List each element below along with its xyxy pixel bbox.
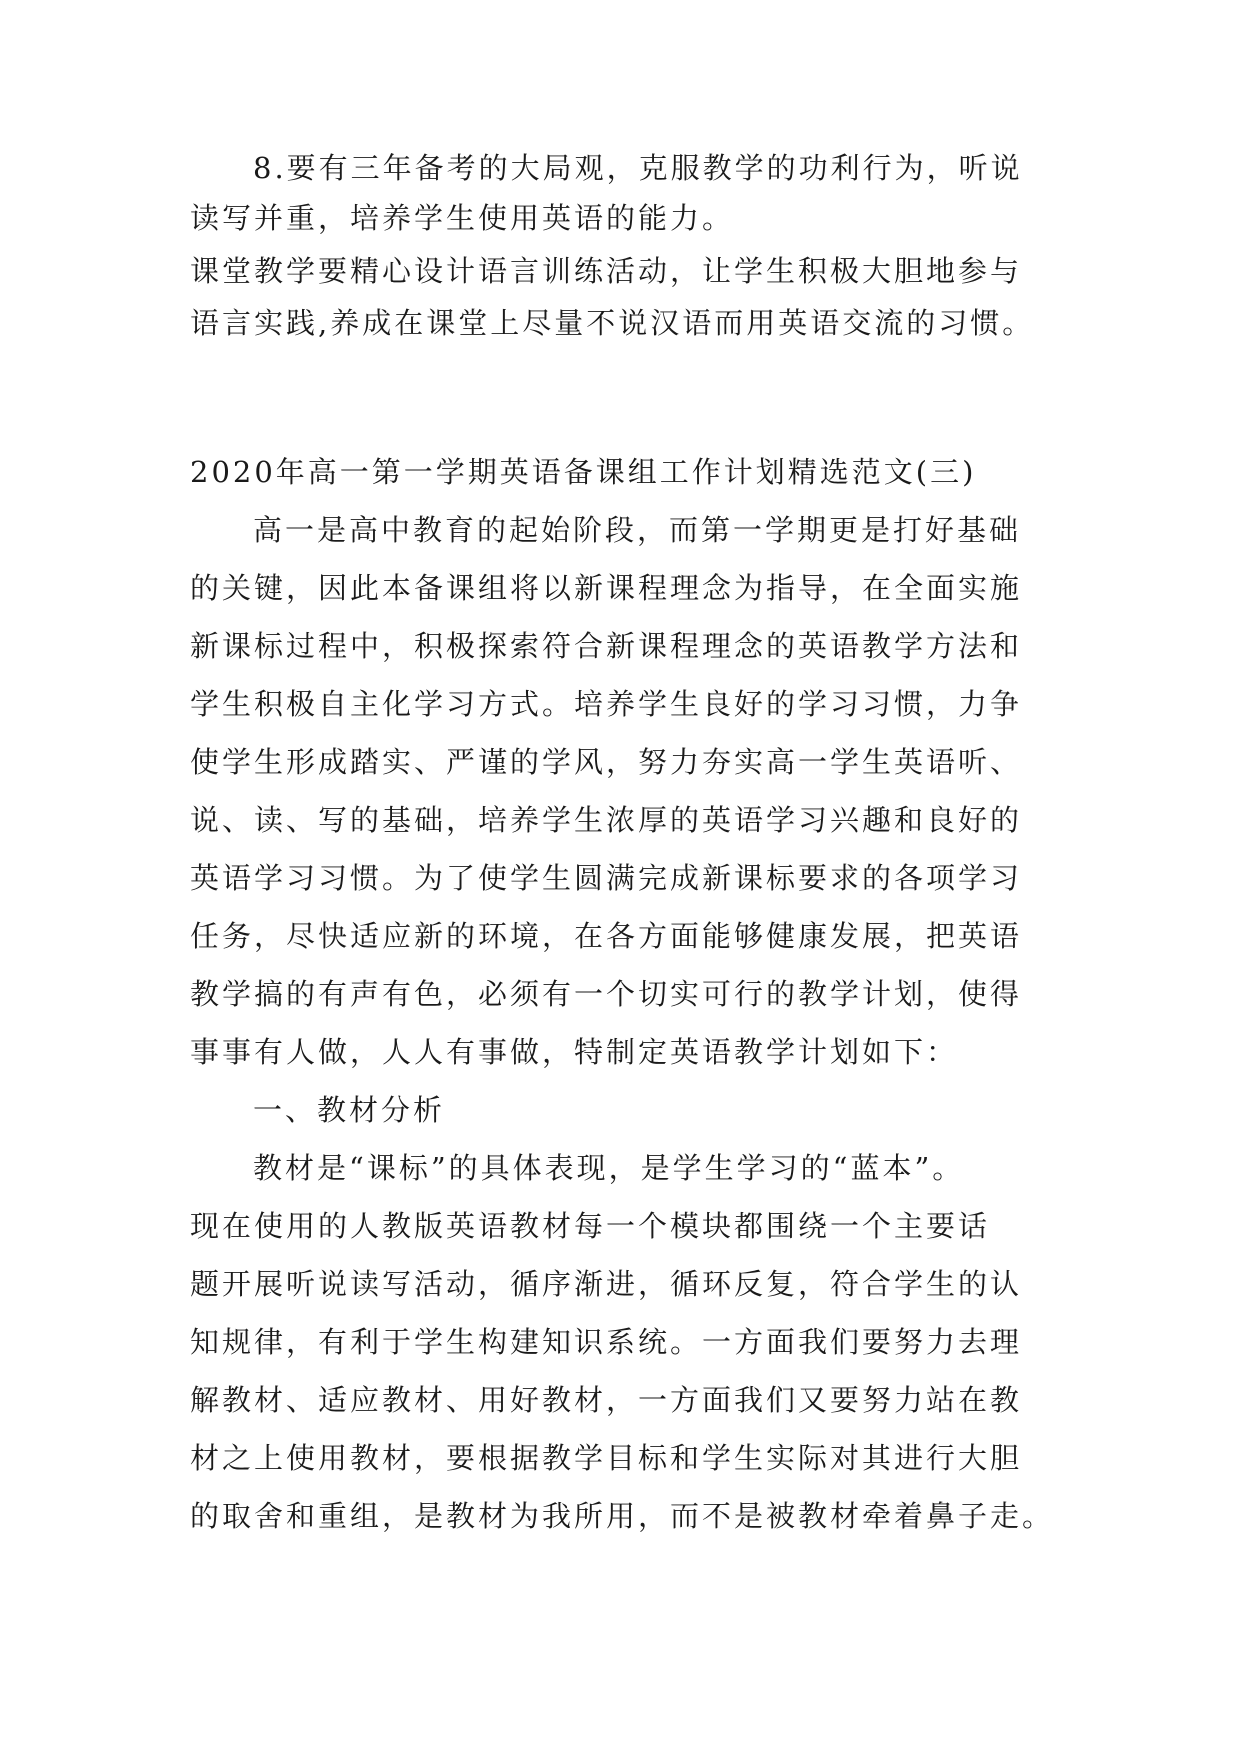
intro-line-8: 任务，尽快适应新的环境，在各方面能够健康发展，把英语 <box>190 919 1023 953</box>
intro-line-2: 的关键，因此本备课组将以新课程理念为指导，在全面实施 <box>190 571 1023 605</box>
intro-line-9: 教学搞的有声有色，必须有一个切实可行的教学计划，使得 <box>190 977 1023 1011</box>
section-8-line-2: 读写并重，培养学生使用英语的能力。 <box>190 201 735 235</box>
section-8-line-1: 8.要有三年备考的大局观，克服教学的功利行为，听说 <box>253 151 1023 185</box>
textbook-line-3: 题开展听说读写活动，循序渐进，循环反复，符合学生的认 <box>190 1267 1023 1301</box>
textbook-line-5: 解教材、适应教材、用好教材，一方面我们又要努力站在教 <box>190 1383 1023 1417</box>
intro-line-7: 英语学习习惯。为了使学生圆满完成新课标要求的各项学习 <box>190 861 1023 895</box>
section-8-line-4: 语言实践,养成在课堂上尽量不说汉语而用英语交流的习惯。 <box>190 306 1035 340</box>
section-8-line-3: 课堂教学要精心设计语言训练活动，让学生积极大胆地参与 <box>190 254 1023 288</box>
intro-line-5: 使学生形成踏实、严谨的学风，努力夯实高一学生英语听、 <box>190 745 1023 779</box>
intro-line-6: 说、读、写的基础，培养学生浓厚的英语学习兴趣和良好的 <box>190 803 1023 837</box>
textbook-line-4: 知规律，有利于学生构建知识系统。一方面我们要努力去理 <box>190 1325 1023 1359</box>
intro-line-10: 事事有人做，人人有事做，特制定英语教学计划如下： <box>190 1035 959 1069</box>
textbook-line-6: 材之上使用教材，要根据教学目标和学生实际对其进行大胆 <box>190 1441 1023 1475</box>
textbook-line-1: 教材是“课标”的具体表现，是学生学习的“蓝本”。 <box>253 1151 965 1185</box>
intro-line-4: 学生积极自主化学习方式。培养学生良好的学习习惯，力争 <box>190 687 1023 721</box>
document-heading: 2020年高一第一学期英语备课组工作计划精选范文(三) <box>190 455 977 489</box>
textbook-line-2: 现在使用的人教版英语教材每一个模块都围绕一个主要话 <box>190 1209 991 1243</box>
intro-line-1: 高一是高中教育的起始阶段，而第一学期更是打好基础 <box>253 513 1022 547</box>
intro-line-3: 新课标过程中，积极探索符合新课程理念的英语教学方法和 <box>190 629 1023 663</box>
section-subheading: 一、教材分析 <box>253 1093 446 1127</box>
textbook-line-7: 的取舍和重组，是教材为我所用，而不是被教材牵着鼻子走。 <box>190 1499 1055 1533</box>
